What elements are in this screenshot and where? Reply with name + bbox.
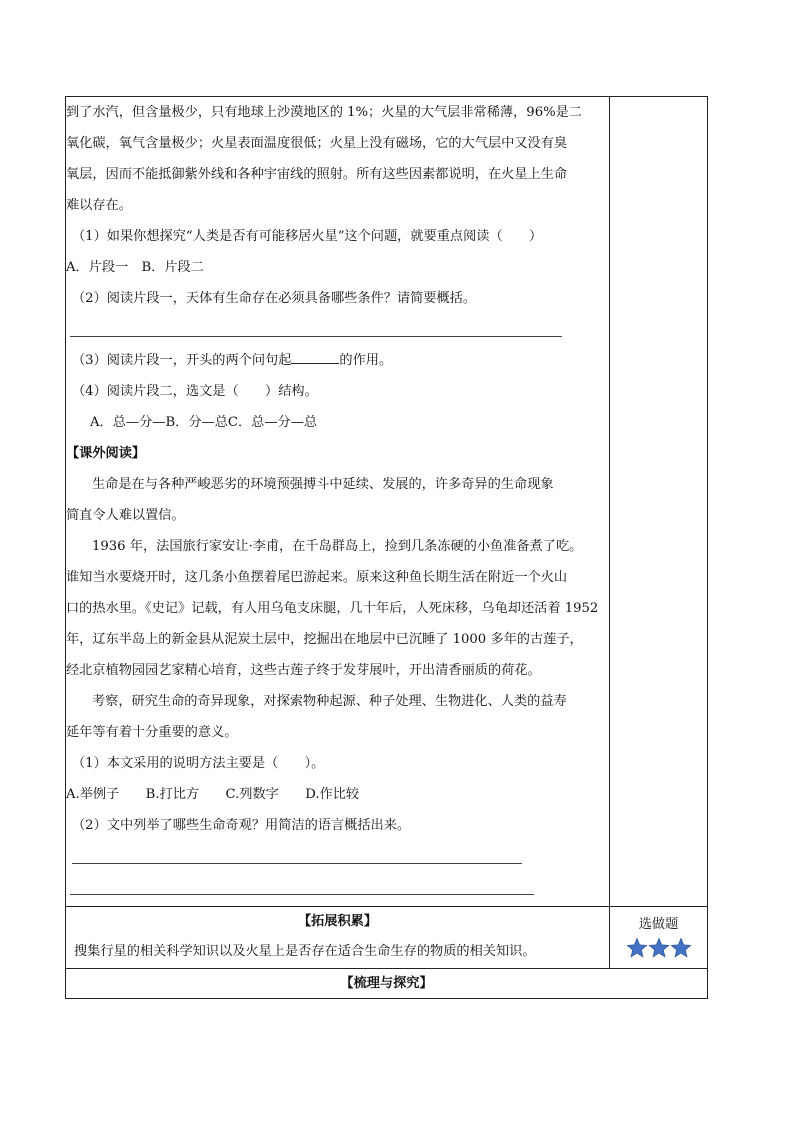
star-shape	[671, 938, 690, 956]
answer-line[interactable]	[66, 872, 609, 903]
extra-reading-heading: 【课外阅读】	[66, 446, 146, 461]
extra-question-1: （1）本文采用的说明方法主要是（ ）。	[72, 756, 325, 771]
text-line: 谁知当水要烧开时，这几条小鱼摆着尾巴游起来。原来这种鱼长期生活在附近一个火山	[66, 570, 568, 585]
summary-title: 【梳理与探究】	[340, 976, 433, 991]
text-line: 生命是在与各种严峻恶劣的环境预强搏斗中延续、发展的，许多奇异的生命现象	[92, 477, 554, 492]
question-2: （2）阅读片段一，天体有生命存在必须具备哪些条件？请简要概括。	[72, 291, 477, 306]
text-line: 难以存在。	[66, 198, 132, 213]
text-line: 到了水汽，但含量极少，只有地球上沙漠地区的 1%；火星的大气层非常稀薄，96%是二	[66, 105, 582, 120]
question-1-options: A．片段一 B．片段二	[66, 260, 204, 275]
expand-text: 搜集行星的相关科学知识以及火星上是否存在适合生命生存的物质的相关知识。	[74, 944, 536, 959]
star-icon	[648, 937, 670, 959]
text-line: 氧化碳，氧气含量极少；火星表面温度很低；火星上没有磁场，它的大气层中又没有臭	[66, 136, 568, 151]
star-icon	[626, 937, 648, 959]
worksheet-table	[65, 96, 708, 999]
question-4: （4）阅读片段二，选文是（ ）结构。	[72, 384, 318, 399]
star-icon	[670, 937, 692, 959]
extra-paragraph	[66, 469, 609, 531]
difficulty-stars	[610, 937, 707, 967]
summary-cell	[66, 969, 708, 999]
text-line: 经北京植物园园艺家精心培育，这些古莲子终于发芽展叶，开出清香丽质的荷花。	[66, 663, 541, 678]
reading1-tail	[66, 97, 609, 221]
star-shape	[649, 938, 668, 956]
side-cell-empty	[610, 97, 708, 907]
question-3	[66, 345, 609, 376]
expand-title: 【拓展积累】	[297, 914, 378, 929]
answer-line[interactable]	[66, 314, 609, 345]
fill-blank[interactable]	[291, 349, 339, 364]
extra-question-1-options: A.举例子 B.打比方 C.列数字 D.作比较	[66, 787, 360, 802]
text-line: 1936 年，法国旅行家安让·李甫，在千岛群岛上，捡到几条冻硬的小鱼准备煮了吃。	[92, 539, 583, 554]
text-line: 延年等有着十分重要的意义。	[66, 725, 238, 740]
question-3-text-end: 的作用。	[339, 353, 393, 368]
text-line: 简直令人难以置信。	[66, 508, 185, 523]
text-line: 口的热水里。《史记》记载，有人用乌龟支床腿，几十年后，人死床移，乌龟却还活着 1952	[66, 601, 599, 616]
text-line: 年，辽东半岛上的新金县从泥炭土层中，挖掘出在地层中已沉睡了 1000 多年的古莲子，	[66, 632, 583, 647]
extra-question-2: （2）文中列举了哪些生命奇观？用简洁的语言概括出来。	[72, 818, 411, 833]
star-shape	[627, 938, 646, 956]
answer-line[interactable]	[66, 841, 609, 872]
reading-cell	[66, 97, 610, 907]
optional-label: 选做题	[638, 917, 679, 932]
optional-cell	[610, 907, 708, 969]
extra-paragraph	[66, 531, 609, 686]
extra-paragraph	[66, 686, 609, 748]
question-3-text: （3）阅读片段一，开头的两个问句起	[72, 353, 292, 368]
text-line: 氧层，因而不能抵御紫外线和各种宇宙线的照射。所有这些因素都说明，在火星上生命	[66, 167, 568, 182]
text-line: 考察，研究生命的奇异现象，对探索物种起源、种子处理、生物进化、人类的益寿	[92, 694, 567, 709]
question-4-options: A．总—分—B．分—总C．总—分—总	[90, 415, 318, 430]
expand-cell	[66, 907, 610, 969]
question-1: （1）如果你想探究“人类是否有可能移居火星”这个问题，就要重点阅读（ ）	[72, 229, 543, 244]
